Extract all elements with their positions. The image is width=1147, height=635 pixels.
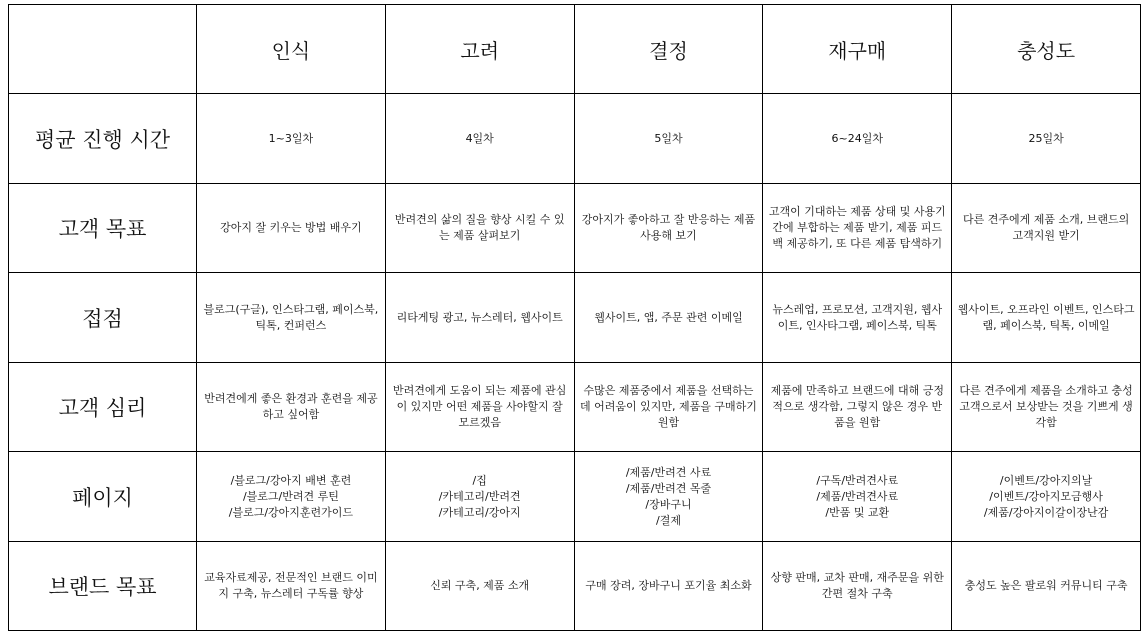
cell-text-line: 간에 부합하는 제품 받기, 제품 피드	[772, 221, 943, 234]
cell-consideration	[385, 273, 574, 363]
cell-text-line: /제품/반려견사료	[816, 489, 899, 503]
cell-text-line: 웹사이트, 오프라인 이벤트, 인스타그	[957, 302, 1135, 316]
cell-text-line: /집	[472, 473, 487, 487]
cell-text-line: 틱톡, 컨퍼런스	[255, 318, 327, 332]
cell-loyalty	[952, 542, 1141, 631]
cell-decision	[574, 363, 763, 452]
cell-text-line: 강아지 잘 키우는 방법 배우기	[220, 221, 362, 234]
cell-text-line: 반려견에게 도움이 되는 제품에 관심	[393, 384, 567, 397]
cell-decision	[574, 184, 763, 273]
journey-table-body	[9, 5, 1141, 631]
row-header: 고객 심리	[9, 363, 197, 452]
cell-loyalty	[952, 184, 1141, 273]
cell-text-line: 블로그(구글), 인스타그램, 페이스북,	[203, 302, 379, 316]
cell-text-line: 수많은 제품중에서 제품을 선택하는	[583, 384, 754, 397]
cell-text-line: /제품/강아지이갈이장난감	[983, 505, 1109, 519]
touchpoint-row	[9, 273, 1141, 363]
cell-awareness	[197, 273, 386, 363]
cell-text-line: 4일차	[465, 131, 494, 145]
cell-text-line: 데 어려움이 있지만, 제품을 구매하기	[580, 400, 757, 413]
brand-goal-row	[9, 542, 1141, 631]
cell-loyalty	[952, 94, 1141, 184]
cell-text-line: /제품/반려견 목줄	[625, 481, 712, 495]
cell-awareness	[197, 542, 386, 631]
cell-text-line: 강아지가 좋아하고 잘 반응하는 제품	[581, 213, 756, 226]
cell-text-line: 리타게팅 광고, 뉴스레터, 웹사이트	[396, 310, 563, 324]
cell-repurchase	[763, 273, 952, 363]
cell-loyalty	[952, 363, 1141, 452]
cell-text-line: 간편 절차 구축	[821, 587, 893, 600]
cell-repurchase	[763, 363, 952, 452]
cell-text-line: 지 구축, 뉴스레터 구독률 향상	[218, 587, 364, 600]
cell-text-line: /제품/반려견 사료	[625, 465, 712, 479]
cell-text-line: 램, 페이스북, 틱톡, 이메일	[982, 318, 1110, 332]
cell-awareness	[197, 94, 386, 184]
cell-text-line: 고객이 기대하는 제품 상태 및 사용기	[768, 205, 946, 218]
cell-decision	[574, 94, 763, 184]
cell-text-line: 원함	[657, 416, 680, 429]
row-header: 페이지	[9, 452, 197, 542]
cell-text-line: 25일차	[1028, 131, 1064, 145]
cell-text-line: 뉴스레업, 프로모션, 고객지원, 웹사	[772, 302, 943, 316]
cell-text-line: /카테고리/반려견	[438, 489, 521, 503]
cell-text-line: 제품에 만족하고 브랜드에 대해 긍정	[770, 384, 944, 397]
cell-repurchase	[763, 184, 952, 273]
cell-text-line: 사용해 보기	[640, 229, 697, 242]
cell-repurchase	[763, 542, 952, 631]
cell-text-line: 교육자료제공, 전문적인 브랜드 이미	[204, 571, 378, 584]
cell-awareness	[197, 184, 386, 273]
customer-goal-row	[9, 184, 1141, 273]
cell-text-line: 반려견의 삶의 질을 향상 시킬 수 있	[394, 213, 565, 226]
cell-text-line: 구매 장려, 장바구니 포기율 최소화	[585, 579, 752, 592]
row-header: 브랜드 목표	[9, 542, 197, 631]
cell-awareness	[197, 452, 386, 542]
cell-text-line: 웹사이트, 앱, 주문 관련 이메일	[594, 310, 743, 324]
cell-text-line: /이벤트/강아지모금행사	[989, 489, 1103, 503]
stage-header-repurchase: 재구매	[763, 5, 952, 94]
stage-header-consideration: 고려	[385, 5, 574, 94]
cell-text-line: 고객으로서 보상받는 것을 기쁘게 생	[959, 400, 1133, 413]
cell-text-line: /이벤트/강아지의날	[999, 473, 1093, 487]
cell-text-line: /블로그/반려견 루틴	[242, 489, 339, 503]
cell-decision	[574, 452, 763, 542]
cell-text-line: /반품 및 교환	[825, 505, 890, 519]
cell-decision	[574, 542, 763, 631]
cell-text-line: /구독/반려견사료	[816, 473, 899, 487]
cell-consideration	[385, 542, 574, 631]
cell-text-line: 적으로 생각함, 그렇지 않은 경우 반	[772, 400, 943, 413]
cell-text-line: /장바구니	[645, 497, 692, 511]
cell-text-line: 하고 싶어함	[262, 408, 320, 421]
avg-duration-row	[9, 94, 1141, 184]
cell-text-line: /블로그/강아지 배변 훈련	[230, 473, 352, 487]
cell-repurchase	[763, 452, 952, 542]
corner-cell	[9, 5, 197, 94]
cell-text-line: 다른 견주에게 제품을 소개하고 충성	[959, 384, 1133, 397]
customer-journey-table	[8, 4, 1141, 631]
cell-text-line: 각함	[1035, 416, 1057, 429]
stage-header-loyalty: 충성도	[952, 5, 1141, 94]
cell-awareness	[197, 363, 386, 452]
cell-text-line: /카테고리/강아지	[438, 505, 521, 519]
cell-text-line: 다른 견주에게 제품 소개, 브랜드의	[962, 213, 1130, 226]
cell-text-line: 백 제공하기, 또 다른 제품 탐색하기	[772, 237, 943, 250]
row-header: 고객 목표	[9, 184, 197, 273]
cell-text-line: 6~24일차	[831, 131, 884, 145]
row-header: 접점	[9, 273, 197, 363]
cell-text-line: 고객지원 받기	[1012, 229, 1080, 242]
row-header: 평균 진행 시간	[9, 94, 197, 184]
cell-text-line: 이 있지만 어떤 제품을 사야할지 잘	[396, 400, 563, 413]
cell-text-line: 상향 판매, 교차 판매, 재주문을 위한	[770, 571, 944, 584]
cell-text-line: /블로그/강아지훈련가이드	[228, 505, 354, 519]
cell-consideration	[385, 184, 574, 273]
cell-loyalty	[952, 452, 1141, 542]
page-row	[9, 452, 1141, 542]
stage-header-row	[9, 5, 1141, 94]
stage-header-decision: 결정	[574, 5, 763, 94]
cell-text-line: 5일차	[654, 131, 683, 145]
cell-text-line: 신뢰 구축, 제품 소개	[430, 579, 530, 592]
cell-text-line: 1~3일차	[268, 131, 314, 145]
cell-text-line: 는 제품 살펴보기	[439, 229, 521, 242]
cell-text-line: 모르겠음	[458, 416, 501, 429]
cell-consideration	[385, 363, 574, 452]
stage-header-awareness: 인식	[197, 5, 386, 94]
cell-text-line: /결제	[656, 513, 681, 527]
customer-psychology-row	[9, 363, 1141, 452]
cell-text-line: 이트, 인사타그램, 페이스북, 틱톡	[777, 318, 937, 332]
cell-consideration	[385, 94, 574, 184]
cell-decision	[574, 273, 763, 363]
cell-text-line: 충성도 높은 팔로워 커뮤니티 구축	[964, 579, 1128, 592]
cell-text-line: 반려견에게 좋은 환경과 훈련을 제공	[204, 392, 378, 405]
cell-loyalty	[952, 273, 1141, 363]
cell-repurchase	[763, 94, 952, 184]
cell-text-line: 품을 원함	[834, 416, 881, 429]
cell-consideration	[385, 452, 574, 542]
